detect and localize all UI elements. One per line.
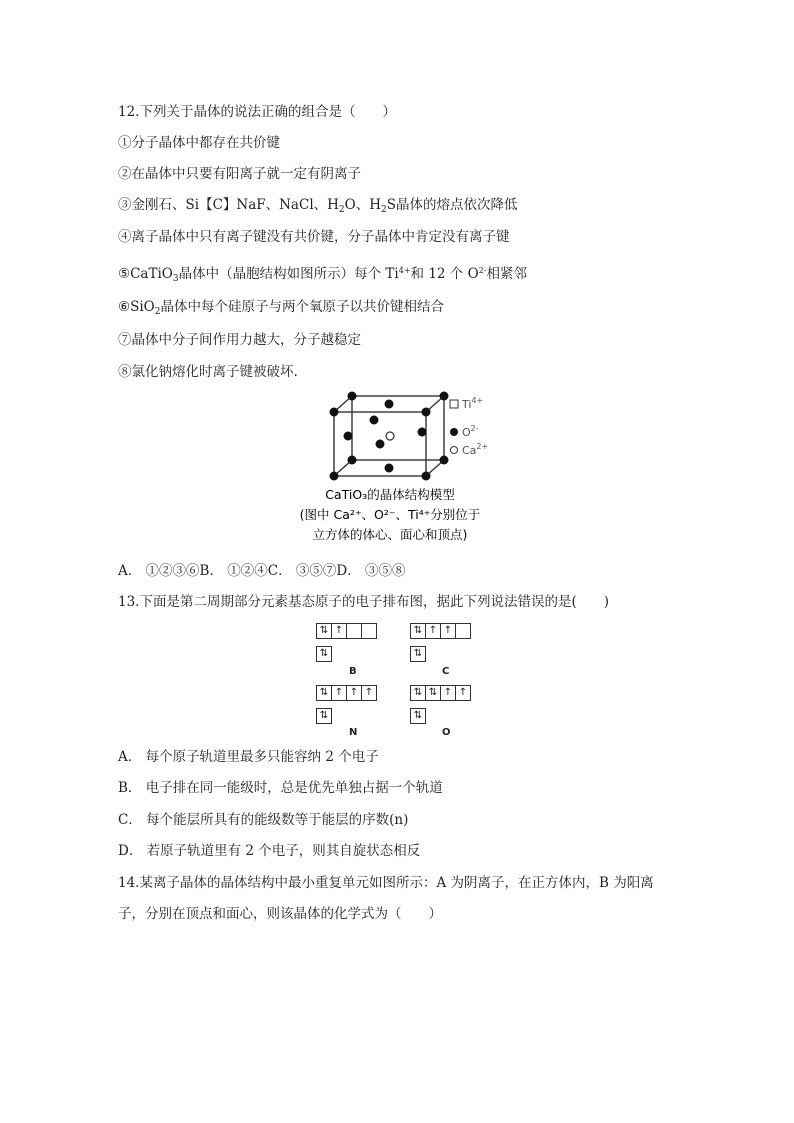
paired-electrons: ⇅ xyxy=(411,624,426,638)
s5-part: 相紧邻 xyxy=(486,266,527,282)
q12-options: A． ①②③⑥B． ①②④C． ③⑤⑦D． ③⑤⑧ xyxy=(118,563,406,579)
single-electron: ↑ xyxy=(458,687,468,698)
c-1s-row xyxy=(410,646,426,662)
q12-statement-6 xyxy=(118,298,444,321)
s5-part: 和 12 个 O xyxy=(410,266,479,282)
superscript: 4+ xyxy=(398,266,411,275)
q12-statement-3 xyxy=(118,196,517,219)
q12-statement-7: ⑦晶体中分子间作用力越大，分子越稳定 xyxy=(118,332,361,348)
n-1s-row xyxy=(316,708,332,724)
legend-ti-marker xyxy=(450,400,458,408)
subscript: 3 xyxy=(172,274,179,284)
paired-electrons: ⇅ xyxy=(317,686,332,700)
label-O: O xyxy=(442,727,451,738)
figure-caption-2: (图中 Ca²⁺、O²⁻、Ti⁴⁺分别位于 xyxy=(299,507,481,522)
single-electron: ↑ xyxy=(332,624,347,638)
q14-line-1: 14.某离子晶体的晶体结构中最小重复单元如图所示：A 为阴离子，在正方体内，B 为阳离 xyxy=(118,875,654,891)
s3-part: O、H xyxy=(344,197,381,213)
s3-part: S晶体的熔点依次降低 xyxy=(386,197,518,213)
q13-option-B: B． 电子排在同一能级时，总是优先单独占据一个轨道 xyxy=(118,780,443,796)
o-2s2p-row xyxy=(410,685,471,701)
legend-o-marker xyxy=(450,428,458,436)
s6-part: ⑥SiO xyxy=(118,299,155,315)
s6-part: 晶体中每个硅原子与两个氧原子以共价键相结合 xyxy=(160,299,444,315)
paired-electrons: ⇅ xyxy=(413,648,423,659)
paired-electrons: ⇅ xyxy=(426,686,441,700)
ca-ion xyxy=(386,432,394,440)
legend-o: $O^{2-}$ xyxy=(462,424,479,439)
single-electron: ↑ xyxy=(441,686,456,700)
label-B: B xyxy=(349,666,357,677)
subscript: 2 xyxy=(338,205,345,215)
single-electron: ↑ xyxy=(332,686,347,700)
q12-statement-8: ⑧氯化钠熔化时离子键被破坏. xyxy=(118,364,298,380)
single-electron: ↑ xyxy=(347,686,362,700)
label-N: N xyxy=(349,727,358,738)
legend-ti: $Ti^{4+}$ xyxy=(462,396,484,411)
single-electron: ↑ xyxy=(441,624,456,638)
b-2s2p-row xyxy=(316,623,377,639)
q13-option-A: A． 每个原子轨道里最多只能容纳 2 个电子 xyxy=(118,749,379,765)
paired-electrons: ⇅ xyxy=(319,648,329,659)
n-2s2p-row xyxy=(316,685,377,701)
catio3-crystal-figure xyxy=(290,384,510,550)
q12-statement-4: ④离子晶体中只有离子键没有共价键，分子晶体中肯定没有离子键 xyxy=(118,229,510,245)
q13-option-C: C． 每个能层所具有的能级数等于能层的序数(n) xyxy=(118,812,409,828)
q14-line-2: 子，分别在顶点和面心，则该晶体的化学式为（ ） xyxy=(118,906,442,922)
s5-part: ⑤CaTiO xyxy=(118,266,173,282)
q12-statement-1: ①分子晶体中都存在共价键 xyxy=(118,135,280,151)
legend-ca-marker xyxy=(451,447,458,454)
paired-electrons: ⇅ xyxy=(319,710,329,721)
paired-electrons: ⇅ xyxy=(317,624,332,638)
q12-statement-2: ②在晶体中只要有阳离子就一定有阴离子 xyxy=(118,166,361,182)
single-electron: ↑ xyxy=(364,687,374,698)
o-1s-row xyxy=(410,708,426,724)
s5-part: 晶体中（晶胞结构如图所示）每个 Ti xyxy=(178,266,399,282)
figure-caption-3: 立方体的体心、面心和顶点) xyxy=(312,527,468,542)
subscript: 2 xyxy=(380,205,387,215)
subscript: 2 xyxy=(154,307,161,317)
q13-stem: 13.下面是第二周期部分元素基态原子的电子排布图，据此下列说法错误的是( ) xyxy=(118,594,610,610)
b-1s-row xyxy=(316,646,332,662)
label-C: C xyxy=(442,666,450,677)
q13-option-D: D． 若原子轨道里有 2 个电子，则其自旋状态相反 xyxy=(118,843,421,859)
paired-electrons: ⇅ xyxy=(411,686,426,700)
superscript: 2- xyxy=(478,266,487,275)
legend-ca: $Ca^{2+}$ xyxy=(462,442,489,457)
figure-caption-1: CaTiO₃的晶体结构模型 xyxy=(325,487,455,502)
s3-part: ③金刚石、Si【C】NaF、NaCl、H xyxy=(118,197,339,213)
single-electron: ↑ xyxy=(426,624,441,638)
paired-electrons: ⇅ xyxy=(413,710,423,721)
q12-statement-5 xyxy=(118,262,527,288)
q12-stem: 12.下列关于晶体的说法正确的组合是（ ） xyxy=(118,104,396,120)
c-2s2p-row xyxy=(410,623,471,639)
